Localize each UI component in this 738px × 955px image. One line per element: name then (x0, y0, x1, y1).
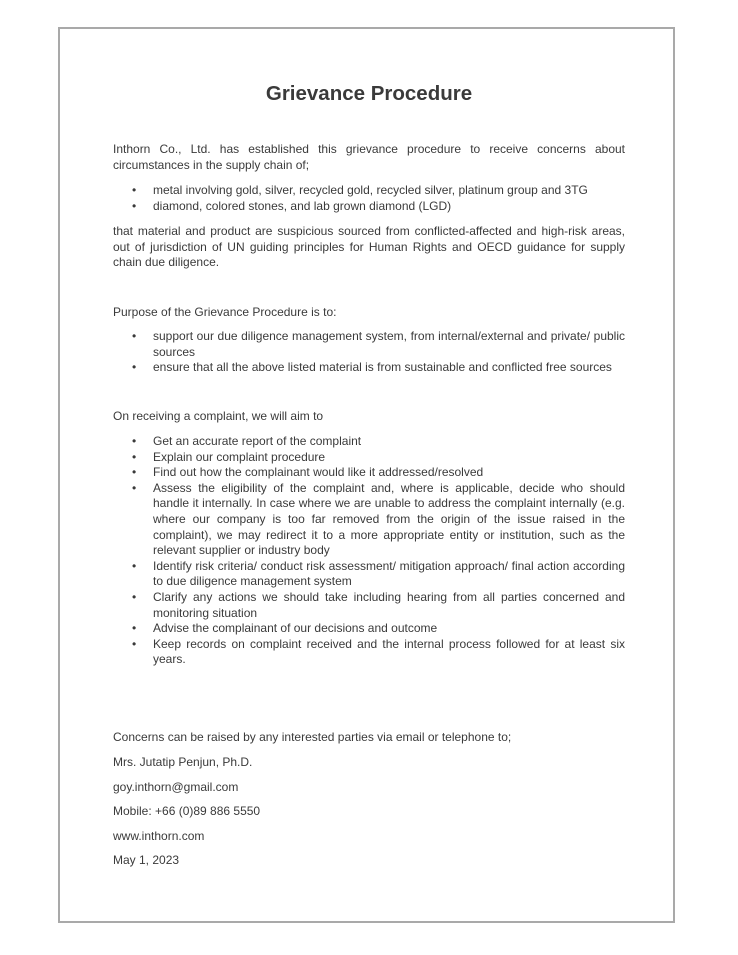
list-item: • Identify risk criteria/ conduct risk assessment/ mitigation approach/ final action according to due diligence management system (132, 558, 625, 589)
list-item: • Get an accurate report of the complaint (132, 434, 362, 448)
complaint-heading: On receiving a complaint, we will aim to (113, 409, 324, 423)
bullet-icon: • (132, 465, 137, 480)
bullet-icon: • (132, 449, 137, 464)
bullet-icon: • (132, 360, 137, 375)
materials-list (113, 183, 625, 214)
list-item: • ensure that all the above listed material is from sustainable and conflicted free sources (132, 360, 612, 375)
intro-paragraph: Inthorn Co., Ltd. has established this grievance procedure to receive concerns about circumstances in the supply chain of; (113, 142, 625, 172)
list-item: • Clarify any actions we should take including hearing from all parties concerned and monitoring situation (132, 589, 625, 620)
bullet-icon: • (132, 636, 137, 651)
complaint-steps-list (113, 434, 625, 668)
list-item: • Keep records on complaint received and the internal process followed for at least six years. (132, 636, 625, 667)
bullet-icon: • (132, 198, 137, 213)
contact-mobile: Mobile: +66 (0)89 886 5550 (113, 804, 261, 818)
list-item: • Explain our complaint procedure (132, 449, 326, 464)
contact-website: www.inthorn.com (113, 829, 205, 843)
bullet-icon: • (132, 589, 137, 604)
list-item: • Find out how the complainant would like it addressed/resolved (132, 465, 484, 480)
bullet-icon: • (132, 621, 137, 636)
list-item: • Assess the eligibility of the complaint and, where is applicable, decide who should handle it internally. In case where we are unable to address the complaint internally (e.g. where our company is too far removed from the origin of the issue raised in the complaint), we may redirect it to a more appropriate entity or institution, such as the relevant supplier or industry body (132, 480, 625, 558)
contact-name: Mrs. Jutatip Penjun, Ph.D. (113, 755, 253, 769)
bullet-icon: • (132, 183, 137, 197)
contact-email: goy.inthorn@gmail.com (113, 780, 239, 794)
bullet-icon: • (132, 480, 137, 495)
bullet-icon: • (132, 329, 137, 343)
list-item: • diamond, colored stones, and lab grown diamond (LGD) (132, 198, 452, 213)
document-page (58, 27, 675, 923)
concern-paragraph: that material and product are suspicious sourced from conflicted-affected and high-risk areas, out of jurisdiction of UN guiding principles for Human Rights and OECD guidance for supply chain due diligence. (113, 224, 625, 270)
document-title: Grievance Procedure (265, 82, 473, 105)
bullet-icon: • (132, 558, 137, 573)
list-item: • support our due diligence management system, from internal/external and private/ public sources (132, 329, 625, 359)
list-item: • Advise the complainant of our decisions and outcome (132, 621, 438, 636)
contact-heading: Concerns can be raised by any interested parties via email or telephone to; (113, 730, 512, 744)
document-date: May 1, 2023 (113, 853, 180, 867)
purpose-list (113, 329, 625, 376)
list-item: • metal involving gold, silver, recycled gold, recycled silver, platinum group and 3TG (132, 183, 588, 197)
purpose-heading: Purpose of the Grievance Procedure is to: (113, 305, 337, 319)
bullet-icon: • (132, 434, 137, 448)
